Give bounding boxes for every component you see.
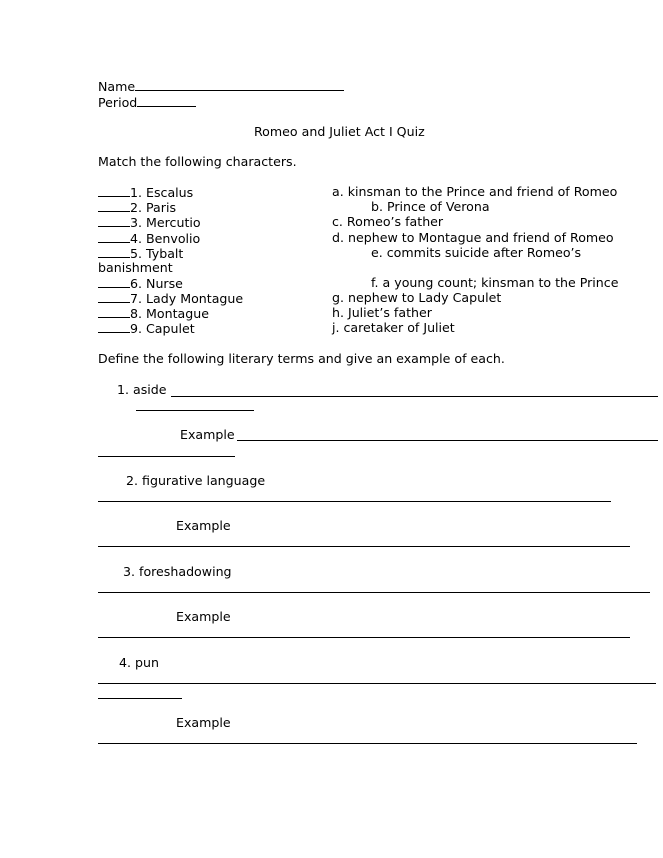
answer-blank[interactable]: [98, 275, 130, 288]
match-answer-continued: banishment: [98, 260, 173, 275]
period-field[interactable]: [98, 94, 196, 110]
match-answer: b. Prince of Verona: [371, 199, 490, 214]
name-label: Name: [98, 79, 136, 94]
match-item: 1. Escalus: [98, 184, 193, 200]
period-label: Period: [98, 95, 138, 110]
quiz-title: Romeo and Juliet Act I Quiz: [254, 124, 425, 139]
answer-line[interactable]: [98, 698, 182, 699]
term-pun: 4. pun: [119, 655, 159, 670]
example-label: Example: [176, 715, 231, 730]
match-answer: a. kinsman to the Prince and friend of Romeo: [332, 184, 618, 199]
term-aside: 1. aside: [117, 382, 167, 397]
answer-blank[interactable]: [98, 320, 130, 333]
answer-blank[interactable]: [98, 245, 130, 258]
example-label: Example: [176, 518, 231, 533]
answer-blank[interactable]: [98, 184, 130, 197]
answer-blank[interactable]: [98, 290, 130, 303]
answer-blank[interactable]: [98, 214, 130, 227]
match-answer: f. a young count; kinsman to the Prince: [371, 275, 619, 290]
answer-line[interactable]: [98, 501, 611, 502]
match-item: 3. Mercutio: [98, 214, 201, 230]
answer-line[interactable]: [98, 683, 656, 684]
example-label: Example: [180, 427, 235, 442]
match-answer: e. commits suicide after Romeo’s: [371, 245, 582, 260]
example-line[interactable]: [98, 743, 637, 744]
match-answer: h. Juliet’s father: [332, 305, 432, 320]
terms-instructions: Define the following literary terms and give an example of each.: [98, 351, 505, 366]
match-item: 8. Montague: [98, 305, 209, 321]
match-item: 2. Paris: [98, 199, 176, 215]
match-answer: c. Romeo’s father: [332, 214, 444, 229]
match-answer: d. nephew to Montague and friend of Romeo: [332, 230, 614, 245]
example-line[interactable]: [98, 637, 630, 638]
name-blank[interactable]: [135, 78, 344, 91]
name-field[interactable]: [98, 78, 344, 94]
example-line[interactable]: [98, 456, 235, 457]
answer-blank[interactable]: [98, 305, 130, 318]
match-answer: j. caretaker of Juliet: [332, 320, 455, 335]
term-figurative-language: 2. figurative language: [126, 473, 266, 488]
term-foreshadowing: 3. foreshadowing: [123, 564, 232, 579]
answer-blank[interactable]: [98, 199, 130, 212]
answer-blank[interactable]: [98, 230, 130, 243]
answer-line[interactable]: [171, 396, 658, 397]
matching-instructions: Match the following characters.: [98, 154, 297, 169]
match-item: 7. Lady Montague: [98, 290, 243, 306]
answer-line[interactable]: [98, 592, 650, 593]
answer-line[interactable]: [136, 410, 254, 411]
match-answer: g. nephew to Lady Capulet: [332, 290, 502, 305]
match-item: 9. Capulet: [98, 320, 195, 336]
period-blank[interactable]: [137, 94, 196, 107]
match-item: 4. Benvolio: [98, 230, 200, 246]
example-line[interactable]: [98, 546, 630, 547]
example-label: Example: [176, 609, 231, 624]
match-item: 6. Nurse: [98, 275, 183, 291]
example-line[interactable]: [237, 440, 658, 441]
match-item: 5. Tybalt: [98, 245, 183, 261]
